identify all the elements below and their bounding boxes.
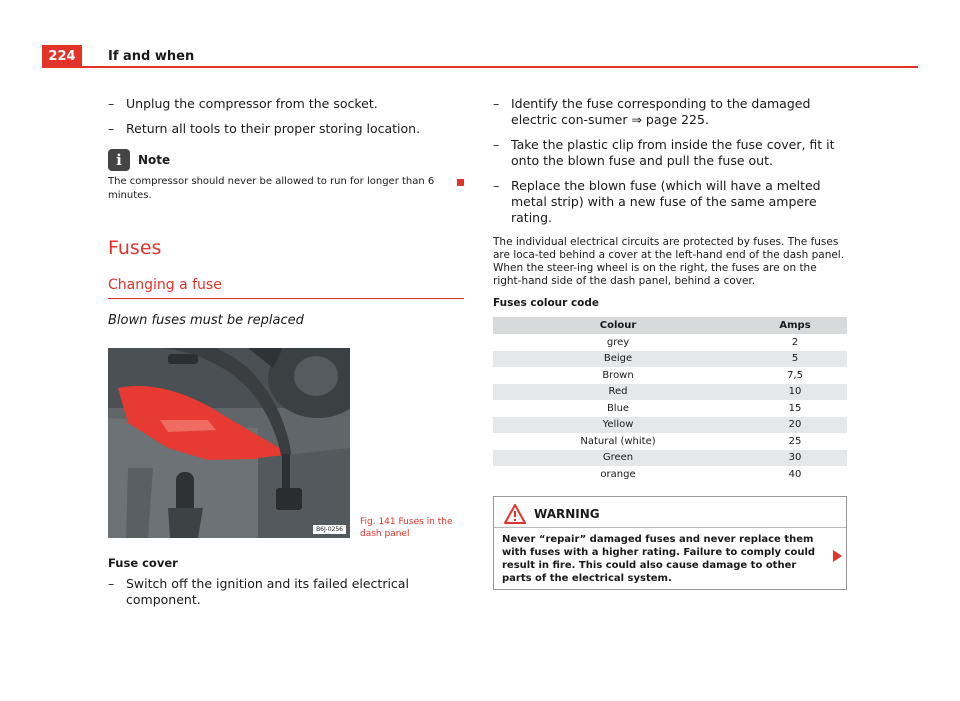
amps-cell: 10 <box>743 384 847 401</box>
page-header-title: If and when <box>108 49 195 64</box>
dash: – <box>493 96 500 111</box>
table-row <box>493 400 847 417</box>
amps-cell: 5 <box>743 351 847 368</box>
fuse-colour-table <box>493 317 847 483</box>
column-header-amps: Amps <box>743 317 847 334</box>
bullet-switch-off <box>108 576 464 608</box>
left-column <box>108 96 464 608</box>
end-square-icon <box>457 179 464 186</box>
warning-label: WARNING <box>534 506 600 521</box>
amps-cell: 40 <box>743 466 847 483</box>
page-number: 224 <box>42 45 82 67</box>
amps-cell: 20 <box>743 417 847 434</box>
amps-cell: 25 <box>743 433 847 450</box>
note-body: The compressor should never be allowed to run for longer than 6 minutes. <box>108 176 435 201</box>
bullet-text: Identify the fuse corresponding to the damaged electric con-sumer ⇒ page 225. <box>511 96 811 127</box>
amps-cell: 15 <box>743 400 847 417</box>
table-row <box>493 334 847 351</box>
amps-cell: 2 <box>743 334 847 351</box>
subsection-title: Changing a fuse <box>108 277 222 293</box>
colour-cell: Blue <box>493 400 743 417</box>
fuses-paragraph: The individual electrical circuits are protected by fuses. The fuses are loca-ted behind a cover at the left-hand end of the dash panel. When the steer-ing wheel is on the right, the fuses are on the right-hand side of the dash panel, behind a cover. <box>493 236 845 287</box>
warning-body: Never “repair” damaged fuses and never replace them with fuses with a higher rating. Failure to comply could result in fire. This could also cause damage to other parts of the electrical system. <box>502 533 816 584</box>
subsection-rule <box>108 298 464 299</box>
continue-arrow-icon <box>833 550 842 562</box>
dash: – <box>493 137 500 152</box>
colour-cell: Natural (white) <box>493 433 743 450</box>
dash: – <box>108 96 115 111</box>
info-icon: i <box>108 149 130 171</box>
colour-cell: Beige <box>493 351 743 368</box>
note-label: Note <box>138 153 171 167</box>
figure-caption: Fig. 141 Fuses in the dash panel <box>360 517 453 539</box>
table-row <box>493 433 847 450</box>
dash: – <box>108 576 115 591</box>
bullet-text: Switch off the ignition and its failed electrical component. <box>126 576 409 607</box>
colour-cell: orange <box>493 466 743 483</box>
right-column <box>493 96 847 590</box>
table-row <box>493 367 847 384</box>
section-title: Fuses <box>108 237 162 259</box>
amps-cell: 7,5 <box>743 367 847 384</box>
table-header-row <box>493 317 847 334</box>
bullet-text: Take the plastic clip from inside the fuse cover, fit it onto the blown fuse and pull the fuse out. <box>511 137 835 168</box>
figure-code: B6J-0256 <box>313 525 346 534</box>
fuse-table-heading: Fuses colour code <box>493 297 600 309</box>
bullet-identify-fuse <box>493 96 847 128</box>
note-text <box>108 175 464 203</box>
amps-cell: 30 <box>743 450 847 467</box>
bullet-replace-fuse <box>493 178 847 226</box>
colour-cell: Brown <box>493 367 743 384</box>
bullet-unplug <box>108 96 464 112</box>
warning-header <box>494 497 846 527</box>
colour-cell: Green <box>493 450 743 467</box>
colour-cell: Yellow <box>493 417 743 434</box>
table-row <box>493 351 847 368</box>
figure-row <box>108 348 464 540</box>
bullet-return-tools <box>108 121 464 137</box>
bullet-text: Unplug the compressor from the socket. <box>126 96 378 111</box>
note-header <box>108 149 464 171</box>
table-row <box>493 450 847 467</box>
intro-text: Blown fuses must be replaced <box>108 313 304 328</box>
dash: – <box>108 121 115 136</box>
table-row <box>493 384 847 401</box>
dash-panel-illustration <box>108 348 350 538</box>
warning-text <box>494 527 846 589</box>
bullet-plastic-clip <box>493 137 847 169</box>
table-row <box>493 417 847 434</box>
column-header-colour: Colour <box>493 317 743 334</box>
bullet-text: Return all tools to their proper storing location. <box>126 121 421 136</box>
colour-cell: grey <box>493 334 743 351</box>
table-row <box>493 466 847 483</box>
dash-panel-figure <box>108 348 350 538</box>
fuse-cover-heading: Fuse cover <box>108 556 178 570</box>
dash: – <box>493 178 500 193</box>
bullet-text: Replace the blown fuse (which will have a melted metal strip) with a new fuse of the same ampere rating. <box>511 178 821 225</box>
header-rule <box>42 66 918 68</box>
warning-box <box>493 496 847 590</box>
colour-cell: Red <box>493 384 743 401</box>
warning-triangle-icon <box>504 504 526 524</box>
